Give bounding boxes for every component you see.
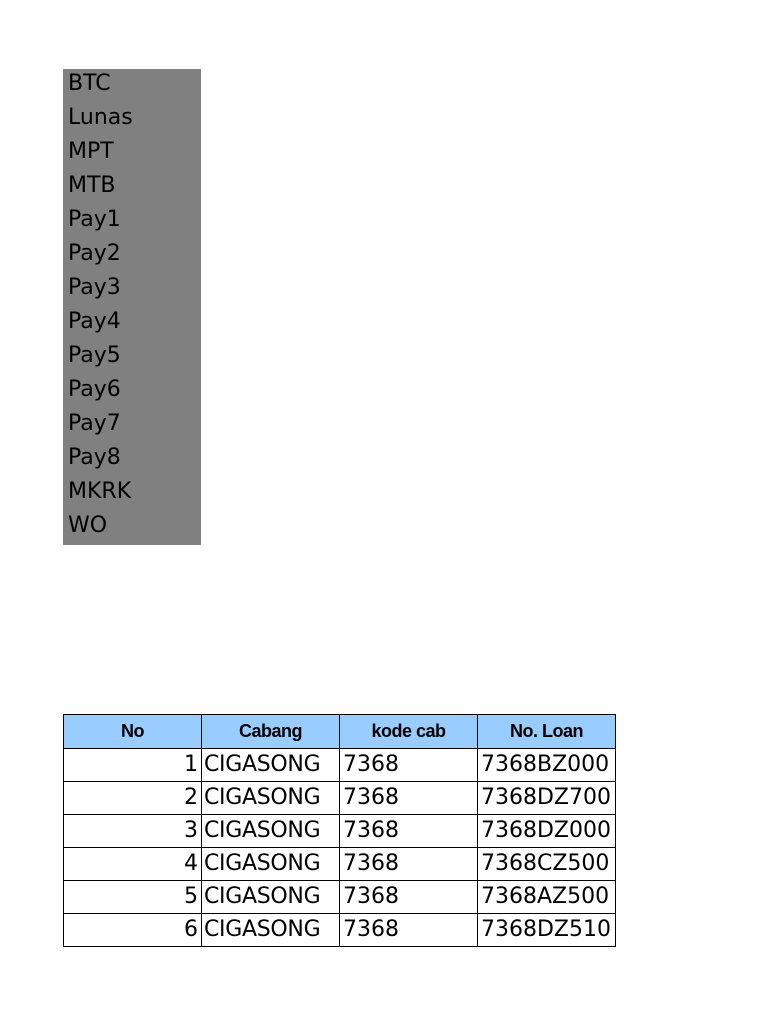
table-row (64, 848, 616, 881)
status-item: Pay7 (68, 411, 121, 436)
cell-kode-cab: 7368 (340, 881, 478, 914)
table-row (64, 881, 616, 914)
cell-no: 3 (64, 815, 202, 848)
status-item: Pay5 (68, 343, 121, 368)
table-row (64, 914, 616, 947)
cell-no-loan: 7368DZ000 (478, 815, 616, 848)
table-row (64, 782, 616, 815)
cell-cabang: CIGASONG (202, 815, 340, 848)
cell-kode-cab: 7368 (340, 848, 478, 881)
status-item: MTB (68, 173, 116, 198)
header-no-loan: No. Loan (478, 715, 616, 749)
cell-cabang: CIGASONG (202, 782, 340, 815)
status-item: Pay2 (68, 241, 121, 266)
status-item: Pay3 (68, 275, 121, 300)
header-kode-cab: kode cab (340, 715, 478, 749)
status-list (63, 69, 201, 545)
cell-no: 5 (64, 881, 202, 914)
status-item: Pay1 (68, 207, 121, 232)
cell-no: 6 (64, 914, 202, 947)
cell-kode-cab: 7368 (340, 815, 478, 848)
cell-no: 4 (64, 848, 202, 881)
status-item: Pay6 (68, 377, 121, 402)
status-item: Lunas (68, 105, 133, 130)
status-item: Pay4 (68, 309, 121, 334)
cell-cabang: CIGASONG (202, 749, 340, 782)
cell-no-loan: 7368AZ500 (478, 881, 616, 914)
status-item: MKRK (68, 479, 132, 504)
cell-cabang: CIGASONG (202, 881, 340, 914)
cell-no-loan: 7368DZ700 (478, 782, 616, 815)
table-header-row (64, 715, 616, 749)
cell-no: 2 (64, 782, 202, 815)
table-row (64, 815, 616, 848)
status-item: Pay8 (68, 445, 121, 470)
cell-cabang: CIGASONG (202, 848, 340, 881)
cell-kode-cab: 7368 (340, 914, 478, 947)
cell-cabang: CIGASONG (202, 914, 340, 947)
status-item: WO (68, 513, 108, 538)
header-no: No (64, 715, 202, 749)
table-row (64, 749, 616, 782)
cell-no-loan: 7368CZ500 (478, 848, 616, 881)
cell-kode-cab: 7368 (340, 782, 478, 815)
cell-no-loan: 7368BZ000 (478, 749, 616, 782)
status-item: MPT (68, 139, 114, 164)
cell-no: 1 (64, 749, 202, 782)
status-item: BTC (68, 71, 111, 96)
cell-no-loan: 7368DZ510 (478, 914, 616, 947)
loan-table (63, 714, 616, 947)
cell-kode-cab: 7368 (340, 749, 478, 782)
header-cabang: Cabang (202, 715, 340, 749)
